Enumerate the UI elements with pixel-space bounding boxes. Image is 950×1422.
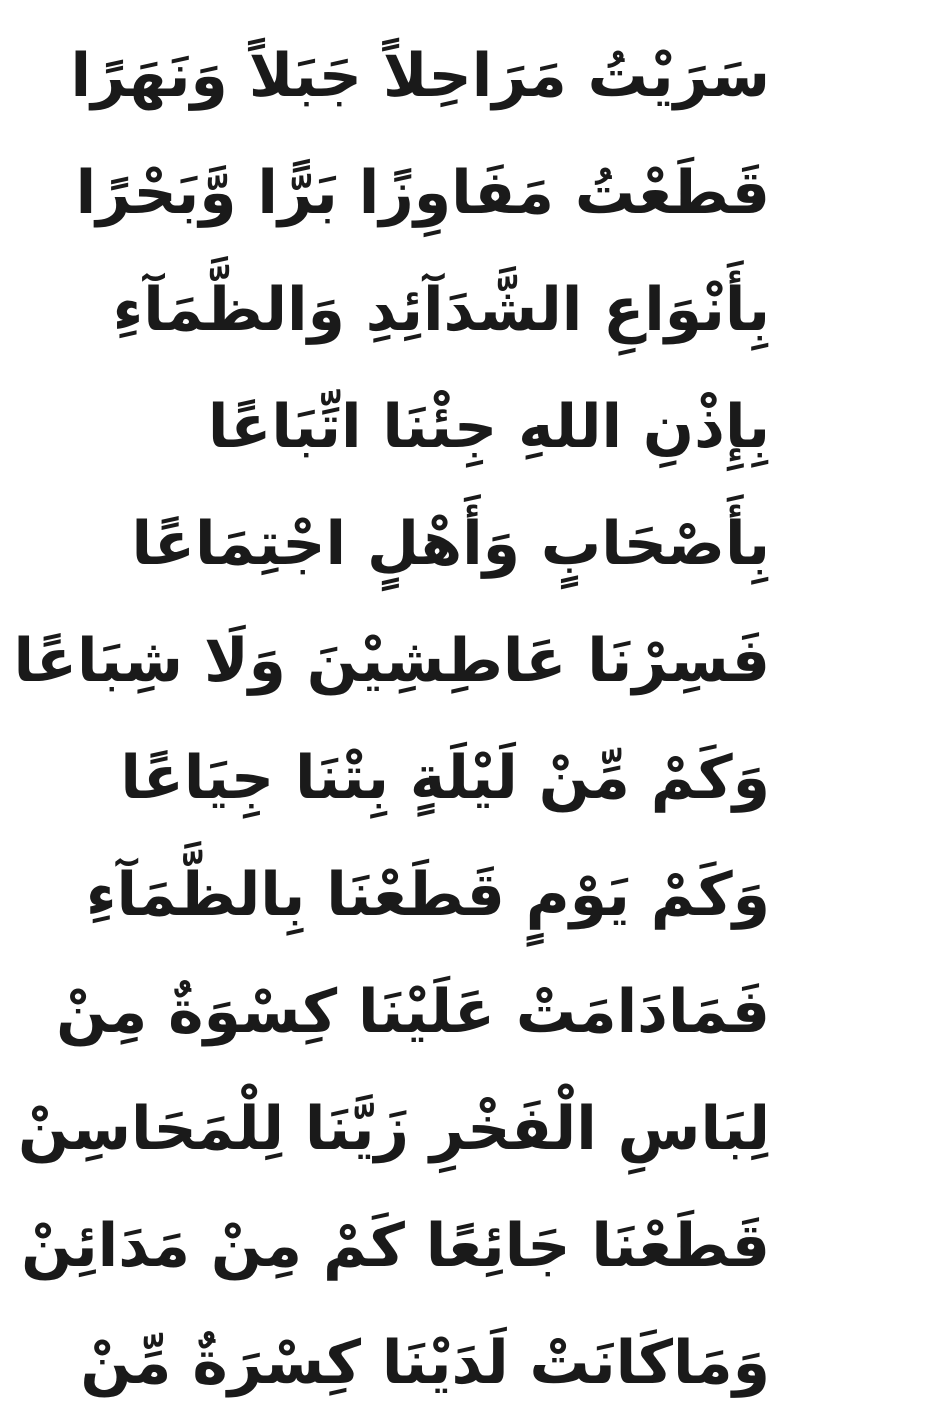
verse-line: وَمَاكَانَتْ لَدَيْنَا كِسْرَةٌ مِّنْ [80,1328,770,1398]
verse-line: لِبَاسِ الْفَخْرِ زَيَّنَا لِلْمَحَاسِنْ [18,1094,770,1164]
verse-line: بِأَنْوَاعِ الشَّدَآئِدِ وَالظَّمَآءِ [112,275,770,345]
poem [13,18,770,1422]
verse-line: فَمَادَامَتْ عَلَيْنَا كِسْوَةٌ مِنْ [56,977,770,1047]
verse-line: وَكَمْ مِّنْ لَيْلَةٍ بِتْنَا جِيَاعًا [120,743,770,813]
verse-line: بِإِذْنِ اللهِ جِئْنَا اتِّبَاعًا [207,392,770,462]
verse-line: قَطَعْتُ مَفَاوِزًا بَرًّا وَّبَحْرًا [75,158,770,228]
verse-line: فَسِرْنَا عَاطِشِيْنَ وَلَا شِبَاعًا [13,626,770,696]
verse-line: قَطَعْنَا جَائِعًا كَمْ مِنْ مَدَائِنْ [21,1211,770,1281]
verse-line: سَرَيْتُ مَرَاحِلاً جَبَلاً وَنَهَرًا [70,41,770,111]
verse-line: وَكَمْ يَوْمٍ قَطَعْنَا بِالظَّمَآءِ [85,860,770,930]
verse-line: بِأَصْحَابٍ وَأَهْلٍ اجْتِمَاعًا [131,509,770,579]
